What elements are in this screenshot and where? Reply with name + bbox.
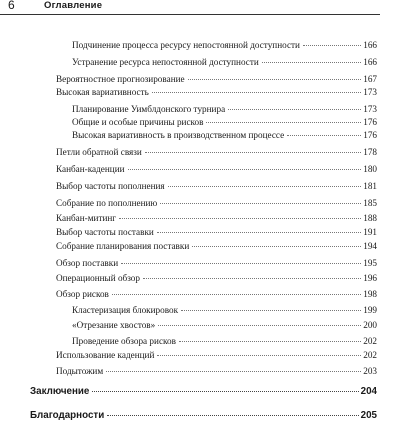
toc-entry-page: 202: [363, 350, 377, 360]
toc-entry-page: 176: [363, 130, 377, 140]
toc-subsection-entry[interactable]: [72, 57, 377, 68]
toc-entry-page: 203: [363, 366, 377, 376]
toc-entry-title: Канбан-каденции: [56, 164, 125, 174]
toc-entry-page: 200: [363, 320, 377, 330]
toc-entry-title: «Отрезание хвостов»: [72, 320, 156, 330]
toc-section-entry[interactable]: [56, 181, 377, 192]
dot-leader: [206, 122, 361, 123]
toc-entry-title: Проведение обзора рисков: [72, 336, 176, 346]
dot-leader: [157, 355, 361, 356]
toc-entry-page: 194: [363, 241, 377, 251]
toc-entry-page: 166: [363, 40, 377, 50]
toc-entry-title: Подчинение процесса ресурсу непостоянной доступности: [72, 40, 300, 50]
toc-entry-page: 196: [363, 273, 377, 283]
toc-section-entry[interactable]: [56, 366, 377, 377]
toc-entry-page: 195: [363, 258, 377, 268]
toc-section-entry[interactable]: [56, 74, 377, 85]
page-number: 6: [8, 0, 15, 12]
toc-section-entry[interactable]: [56, 350, 377, 361]
dot-leader: [160, 203, 361, 204]
dot-leader: [128, 169, 362, 170]
toc-section-entry[interactable]: [56, 213, 377, 224]
running-title: Оглавление: [44, 0, 103, 11]
toc-entry-title: Выбор частоты пополнения: [56, 181, 165, 191]
toc-entry-page: 181: [363, 181, 377, 191]
toc-entry-page: 202: [363, 336, 377, 346]
dot-leader: [119, 218, 361, 219]
toc-entry-title: Выбор частоты поставки: [56, 227, 154, 237]
dot-leader: [287, 135, 361, 136]
dot-leader: [181, 310, 361, 311]
toc-entry-page: 185: [363, 198, 377, 208]
dot-leader: [112, 294, 361, 295]
toc-entry-title: Собрание планирования поставки: [56, 241, 190, 251]
toc-subsection-entry[interactable]: [72, 336, 377, 347]
toc-entry-title: Операционный обзор: [56, 273, 140, 283]
toc-entry-page: 191: [363, 227, 377, 237]
toc-entry-page: 173: [363, 87, 377, 97]
dot-leader: [179, 341, 361, 342]
toc-entry-title: Устранение ресурса непостоянной доступности: [72, 57, 259, 67]
toc-section-entry[interactable]: [56, 241, 377, 252]
toc-entry-title: Канбан-митинг: [56, 213, 117, 223]
dot-leader: [145, 152, 361, 153]
toc-entry-title: Собрание по пополнению: [56, 198, 158, 208]
toc-entry-page: 205: [360, 410, 377, 421]
toc-subsection-entry[interactable]: [72, 104, 377, 115]
toc-chapter-entry[interactable]: [30, 386, 377, 397]
toc-subsection-entry[interactable]: [72, 305, 377, 316]
toc-entry-page: 198: [363, 289, 377, 299]
toc-subsection-entry[interactable]: [72, 117, 377, 128]
toc-entry-page: 180: [363, 164, 377, 174]
dot-leader: [106, 371, 361, 372]
toc-entry-title: Благодарности: [30, 410, 105, 421]
dot-leader: [92, 391, 358, 392]
dot-leader: [168, 186, 362, 187]
toc-entry-title: Вероятностное прогнозирование: [56, 74, 185, 84]
dot-leader: [143, 278, 361, 279]
dot-leader: [152, 92, 361, 93]
dot-leader: [262, 62, 361, 63]
toc-entry-page: 188: [363, 213, 377, 223]
toc-entry-title: Планирование Уимблдонского турнира: [72, 104, 226, 114]
toc-entry-title: Кластеризация блокировок: [72, 305, 179, 315]
toc-section-entry[interactable]: [56, 273, 377, 284]
toc-entry-page: 178: [363, 147, 377, 157]
toc-entry-title: Петли обратной связи: [56, 147, 142, 157]
toc-entry-title: Высокая вариативность в производственном процессе: [72, 130, 285, 140]
toc-entry-title: Обзор рисков: [56, 289, 109, 299]
toc-section-entry[interactable]: [56, 289, 377, 300]
toc-entry-title: Использование каденций: [56, 350, 155, 360]
dot-leader: [157, 232, 361, 233]
toc-section-entry[interactable]: [56, 227, 377, 238]
toc-subsection-entry[interactable]: [72, 40, 377, 51]
dot-leader: [188, 79, 362, 80]
toc-entry-page: 167: [363, 74, 377, 84]
toc-entry-page: 199: [363, 305, 377, 315]
dot-leader: [158, 325, 361, 326]
toc-section-entry[interactable]: [56, 164, 377, 175]
toc-entry-title: Заключение: [30, 386, 90, 397]
toc-subsection-entry[interactable]: [72, 130, 377, 141]
dot-leader: [121, 263, 361, 264]
toc-entry-title: Высокая вариативность: [56, 87, 149, 97]
dot-leader: [107, 415, 358, 416]
toc-entry-page: 204: [360, 386, 377, 397]
dot-leader: [228, 109, 361, 110]
toc-subsection-entry[interactable]: [72, 320, 377, 331]
toc-section-entry[interactable]: [56, 87, 377, 98]
toc-section-entry[interactable]: [56, 198, 377, 209]
toc-entry-title: Обзор поставки: [56, 258, 119, 268]
dot-leader: [192, 246, 361, 247]
toc-entry-page: 176: [363, 117, 377, 127]
toc-chapter-entry[interactable]: [30, 410, 377, 421]
toc-entry-page: 166: [363, 57, 377, 67]
toc-entry-title: Подытожим: [56, 366, 104, 376]
toc-section-entry[interactable]: [56, 258, 377, 269]
toc-entry-page: 173: [363, 104, 377, 114]
dot-leader: [303, 45, 361, 46]
toc-section-entry[interactable]: [56, 147, 377, 158]
toc-entry-title: Общие и особые причины рисков: [72, 117, 204, 127]
